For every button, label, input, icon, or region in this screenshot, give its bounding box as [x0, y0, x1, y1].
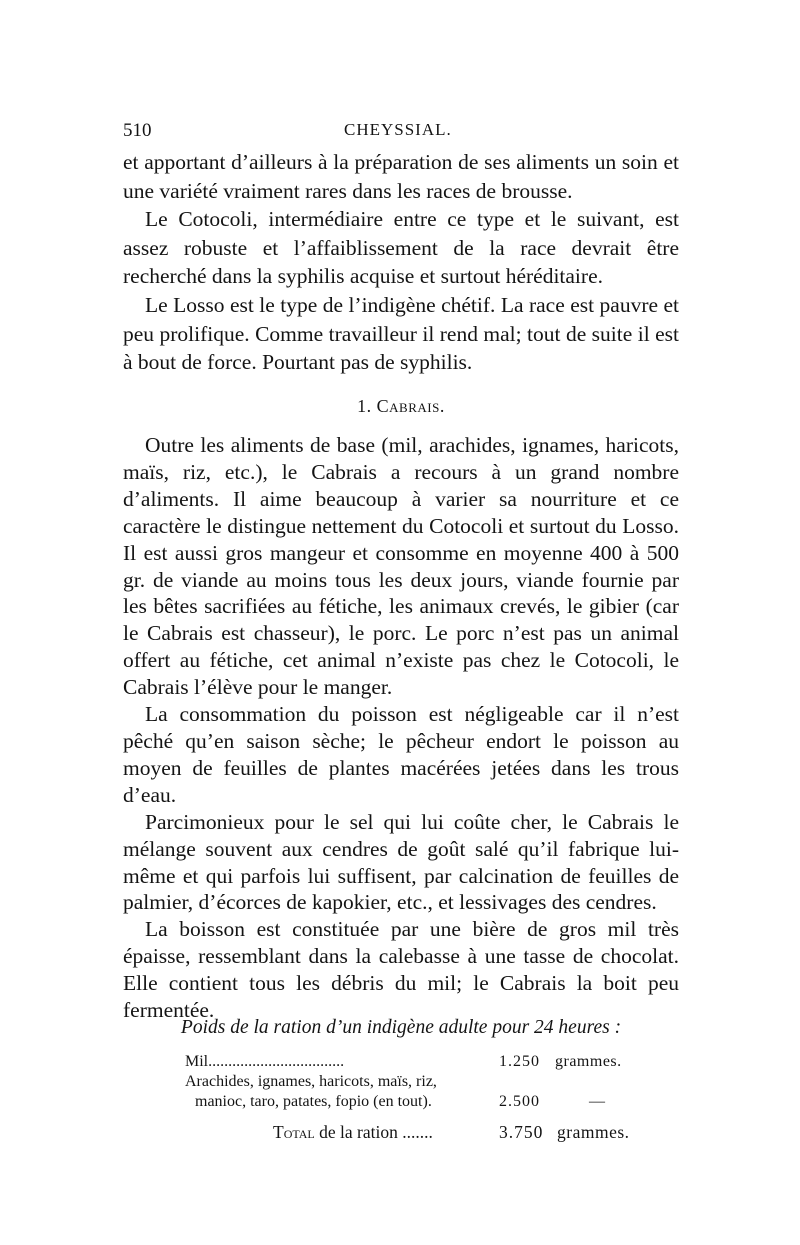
total-label-rest: de la ration .......	[314, 1122, 433, 1142]
table-row	[185, 1092, 679, 1112]
section-text	[123, 432, 679, 1024]
ration-table	[185, 1052, 679, 1112]
table-row	[185, 1072, 679, 1092]
section-title: Cabrais.	[376, 396, 445, 416]
section-heading	[123, 396, 679, 417]
paragraph: La boisson est constituée par une bière de gros mil très épaisse, ressemblant dans la calebasse à une tasse de chocolat. Elle contient tous les débris du mil; le Cabrais la boit peu fermentée.	[123, 917, 679, 1023]
paragraph: Outre les aliments de base (mil, arachides, ignames, haricots, maïs, riz, etc.), le Cabrais a recours à un grand nombre d’aliments. Il aime beaucoup à varier sa nourriture et ce caractère le distingue nettement du Cotocoli et surtout du Losso. Il est aussi gros mangeur et consomme en moyenne 400 à 500 gr. de viande au moins tous les deux jours, viande fournie par les bêtes sacrifiées au fétiche, les animaux crevés, le gibier (car le Cabrais est chasseur), le porc. Le porc n’est pas un animal offert au fétiche, cet animal n’existe pas chez le Cotocoli, le Cabrais l’élève pour le manger.	[123, 433, 679, 700]
row-label: Arachides, ignames, haricots, maïs, riz,	[185, 1073, 437, 1090]
paragraph: Le Losso est le type de l’indigène chétif. La race est pauvre et peu prolifique. Comme travailleur il rend mal; tout de suite il est à bout de force. Pourtant pas de syphilis.	[123, 292, 679, 375]
row-amount: 2.500	[499, 1093, 540, 1110]
row-amount: 1.250	[499, 1053, 540, 1070]
total-amount: 3.750	[499, 1122, 544, 1142]
row-label: Mil..................................	[185, 1053, 345, 1070]
page-number: 510	[123, 120, 152, 141]
row-unit: —	[589, 1093, 605, 1110]
row-label: manioc, taro, patates, fopio (en tout).	[195, 1093, 432, 1110]
paragraph: et apportant d’ailleurs à la préparation de ses aliments un soin et une variété vraiment rares dans les races de brousse.	[123, 150, 679, 203]
total-unit: grammes.	[557, 1122, 630, 1142]
table-caption: Poids de la ration d’un indigène adulte pour 24 heures :	[180, 1017, 622, 1038]
total-label-smallcaps: Total	[273, 1122, 315, 1142]
paragraph: La consommation du poisson est négligeable car il n’est pêché qu’en saison sèche; le pêcheur endort le poisson au moyen de feuilles de plantes macérées jetées dans les trous d’eau.	[123, 702, 679, 807]
running-head	[123, 120, 679, 144]
running-title: CHEYSSIAL.	[344, 120, 452, 139]
paragraph: Parcimonieux pour le sel qui lui coûte cher, le Cabrais le mélange souvent aux cendres de goût salé qu’il fabrique lui-même et qui parfois lui suffisent, par calcination de feuilles de palmier, d’écorces de kapokier, etc., et lessivages des cendres.	[123, 809, 679, 915]
paragraph: Le Cotocoli, intermédiaire entre ce type et le suivant, est assez robuste et l’affaiblissement de la race devrait être recherché dans la syphilis acquise et surtout héréditaire.	[123, 207, 679, 289]
section-number: 1.	[357, 396, 372, 416]
table-row	[185, 1052, 679, 1072]
total-row	[273, 1122, 683, 1146]
total-label	[273, 1122, 433, 1143]
intro-text	[123, 148, 679, 377]
row-unit: grammes.	[555, 1053, 622, 1070]
